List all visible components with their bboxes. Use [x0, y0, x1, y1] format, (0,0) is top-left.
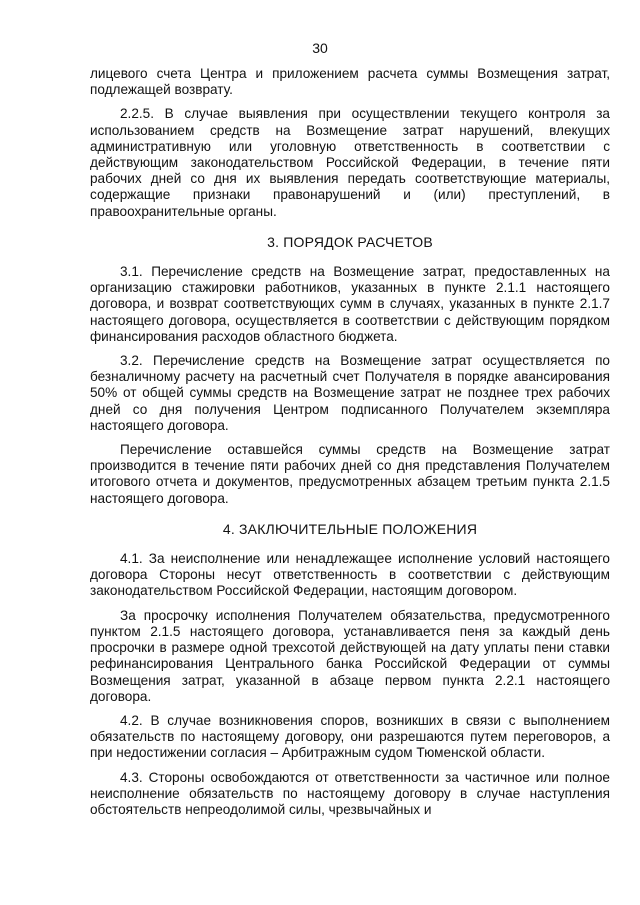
paragraph-4-1: 4.1. За неисполнение или ненадлежащее исполнение условий настоящего договора Стороны несут ответственность в соответствии с действующим законодательством Российской Федерации, настоящим договором. [90, 551, 610, 599]
page-number: 30 [312, 40, 328, 56]
paragraph-4-3: 4.3. Стороны освобождаются от ответственности за частичное или полное неисполнение обязательств по настоящему договору в случае наступления обстоятельств непреодолимой силы, чрезвычайных и [90, 769, 610, 817]
paragraph-3-1: 3.1. Перечисление средств на Возмещение затрат, предоставленных на организацию стажировки работников, указанных в пункте 2.1.1 настоящего договора, и возврат соответствующих сумм в случаях, указанных в пункте 2.1.7 настоящего договора, осуществляется в соответствии с действующим порядком финансирования расходов областного бюджета. [90, 264, 610, 344]
paragraph-penalty: За просрочку исполнения Получателем обязательства, предусмотренного пунктом 2.1.5 настоящего договора, устанавливается пеня за каждый день просрочки в размере одной трехсотой действующей на дату уплаты пени ставки рефинансирования Центрального банка Российской Федерации от суммы Возмещения затрат, указанной в абзаце первом пункта 2.2.1 настоящего договора. [90, 607, 610, 704]
paragraph-3-2: 3.2. Перечисление средств на Возмещение затрат осуществляется по безналичному расчету на расчетный счет Получателя в порядке авансирования 50% от общей суммы средств на Возмещение затрат не позднее трех рабочих дней со дня получения Центром подписанного Получателем экземпляра настоящего договора. [90, 353, 610, 433]
document-body [90, 66, 610, 826]
paragraph-continuation: лицевого счета Центра и приложением расчета суммы Возмещения затрат, подлежащей возврату. [90, 66, 610, 98]
paragraph-2-2-5: 2.2.5. В случае выявления при осуществлении текущего контроля за использованием средств на Возмещение затрат нарушений, влекущих административную или уголовную ответственность в соответствии с действующим законодательством Российской Федерации, в течение пяти рабочих дней со дня их выявления передать соответствующие материалы, содержащие признаки правонарушений и (или) преступлений, в правоохранительные органы. [90, 106, 610, 219]
paragraph-4-2: 4.2. В случае возникновения споров, возникших в связи с выполнением обязательств по настоящему договору, они разрешаются путем переговоров, а при недостижении согласия – Арбитражным судом Тюменской области. [90, 712, 610, 761]
section-4-heading: 4. ЗАКЛЮЧИТЕЛЬНЫЕ ПОЛОЖЕНИЯ [222, 520, 478, 537]
paragraph-3-2-remainder: Перечисление оставшейся суммы средств на Возмещение затрат производится в течение пяти рабочих дней со дня представления Получателем итогового отчета и документов, предусмотренных абзацем третьим пункта 2.1.5 настоящего договора. [90, 442, 610, 506]
section-3-heading: 3. ПОРЯДОК РАСЧЕТОВ [267, 233, 433, 250]
